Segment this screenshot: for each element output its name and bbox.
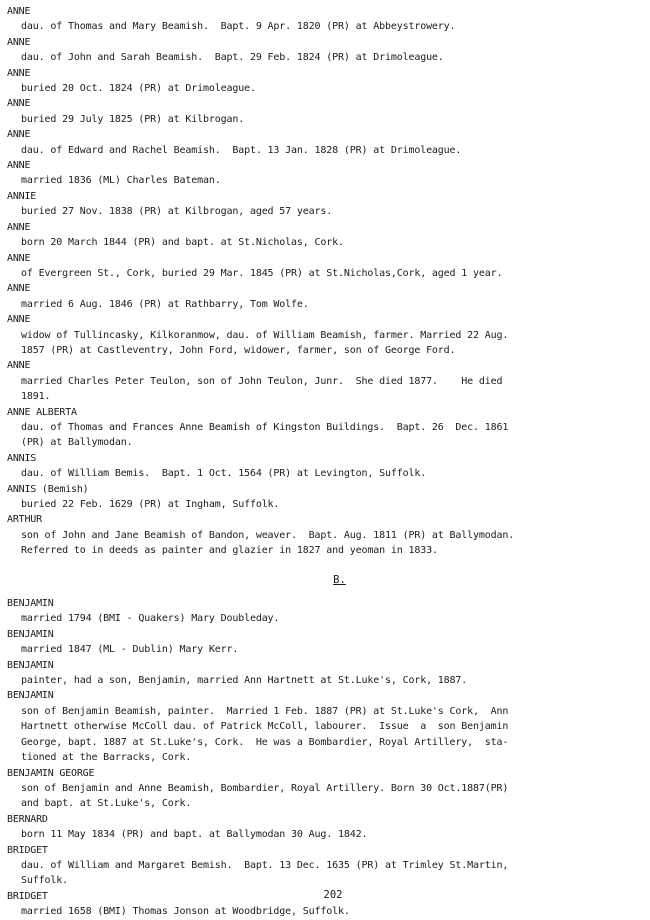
entry-name: BENJAMIN xyxy=(7,598,54,610)
entry-line: married 6 Aug. 1846 (PR) at Rathbarry, Tom Wolfe. xyxy=(21,298,309,310)
entry-name: BRIDGET xyxy=(7,844,48,856)
genealogy-entry xyxy=(7,688,640,765)
genealogy-entry xyxy=(7,766,640,812)
entry-line: tioned at the Barracks, Cork. xyxy=(21,752,192,764)
entry-line: buried 22 Feb. 1629 (PR) at Ingham, Suffolk. xyxy=(21,499,280,510)
genealogy-entry xyxy=(7,658,640,689)
entry-name: ANNE xyxy=(7,129,31,141)
entry-name: ANNE xyxy=(7,36,31,48)
entry-line: born 11 May 1834 (PR) and bapt. at Ballymodan 30 Aug. 1842. xyxy=(21,829,368,841)
entry-line: married 1836 (ML) Charles Bateman. xyxy=(21,175,221,187)
genealogy-entry xyxy=(7,127,640,158)
entry-line: son of John and Jane Beamish of Bandon, weaver. Bapt. Aug. 1811 (PR) at Ballymodan. xyxy=(21,529,515,541)
genealogy-entry xyxy=(7,96,640,127)
section-heading-b: B. xyxy=(333,573,346,586)
genealogy-entry xyxy=(7,4,640,35)
entry-line: married 1847 (ML - Dublin) Mary Kerr. xyxy=(21,644,239,656)
entry-name: ANNE xyxy=(7,360,31,372)
entry-line: born 20 March 1844 (PR) and bapt. at St.Nicholas, Cork. xyxy=(21,237,344,249)
genealogy-entry xyxy=(7,189,640,220)
entry-name: ANNIS (Bemish) xyxy=(7,483,89,495)
entry-line: widow of Tullincasky, Kilkoranmow, dau. of William Beamish, farmer. Married 22 Aug. xyxy=(21,329,509,341)
genealogy-entry xyxy=(7,482,640,513)
genealogy-entry xyxy=(7,35,640,66)
entry-line: of Evergreen St., Cork, buried 29 Mar. 1845 (PR) at St.Nicholas,Cork, aged 1 year. xyxy=(21,267,503,279)
entry-line: and bapt. at St.Luke's, Cork. xyxy=(21,798,192,810)
entry-line: dau. of William Bemis. Bapt. 1 Oct. 1564 (PR) at Levington, Suffolk. xyxy=(21,468,427,480)
entry-name: BERNARD xyxy=(7,813,48,825)
entry-name: BENJAMIN xyxy=(7,628,54,640)
entry-name: ANNE xyxy=(7,283,31,295)
genealogy-entry xyxy=(7,627,640,658)
entry-line: George, bapt. 1887 at St.Luke's, Cork. He was a Bombardier, Royal Artillery, sta- xyxy=(21,736,509,748)
entry-line: buried 20 Oct. 1824 (PR) at Drimoleague. xyxy=(21,83,256,95)
genealogy-entry xyxy=(7,843,640,889)
entry-line: Referred to in deeds as painter and glazier in 1827 and yeoman in 1833. xyxy=(21,545,438,557)
entries-a xyxy=(7,4,640,559)
entry-line: buried 27 Nov. 1838 (PR) at Kilbrogan, aged 57 years. xyxy=(21,206,333,218)
entry-name: ANNE xyxy=(7,160,31,172)
entry-name: ANNIS xyxy=(7,452,37,464)
entry-name: ANNE xyxy=(7,252,31,264)
genealogy-entry xyxy=(7,358,640,404)
genealogy-entry xyxy=(7,512,640,558)
entry-line: painter, had a son, Benjamin, married Ann Hartnett at St.Luke's, Cork, 1887. xyxy=(21,675,468,687)
entry-name: BRIDGET xyxy=(7,890,48,902)
entry-line: (PR) at Ballymodan. xyxy=(21,437,133,449)
entry-line: son of Benjamin Beamish, painter. Married 1 Feb. 1887 (PR) at St.Luke's Cork, Ann xyxy=(21,705,509,717)
entry-name: ANNIE xyxy=(7,190,37,202)
entry-line: buried 29 July 1825 (PR) at Kilbrogan. xyxy=(21,113,245,125)
entry-name: ANNE xyxy=(7,98,31,110)
page-number: 202 xyxy=(323,889,343,901)
entry-line: dau. of Edward and Rachel Beamish. Bapt. 13 Jan. 1828 (PR) at Drimoleague. xyxy=(21,144,462,156)
entry-line: married 1794 (BMI - Quakers) Mary Doubleday. xyxy=(21,613,280,625)
genealogy-entry xyxy=(7,312,640,358)
entry-name: BENJAMIN xyxy=(7,690,54,702)
entry-name: ANNE ALBERTA xyxy=(7,406,77,418)
genealogy-entry xyxy=(7,251,640,282)
entry-name: ANNE xyxy=(7,6,31,17)
entry-line: married Charles Peter Teulon, son of John Teulon, Junr. She died 1877. He died xyxy=(21,375,503,387)
genealogy-entry xyxy=(7,812,640,843)
entry-line: son of Benjamin and Anne Beamish, Bombardier, Royal Artillery. Born 30 Oct.1887(PR) xyxy=(21,782,509,794)
genealogy-entry xyxy=(7,451,640,482)
entry-line: married 1658 (BMI) Thomas Jonson at Woodbridge, Suffolk. xyxy=(21,906,350,918)
genealogy-entry xyxy=(7,596,640,627)
entry-name: ANNE xyxy=(7,221,31,233)
genealogy-entry xyxy=(7,158,640,189)
genealogy-entry xyxy=(7,405,640,451)
entry-name: BENJAMIN xyxy=(7,659,54,671)
entries-b xyxy=(7,596,640,920)
entry-name: ARTHUR xyxy=(7,514,42,526)
entry-name: ANNE xyxy=(7,67,31,79)
entry-line: Suffolk. xyxy=(21,875,68,887)
genealogy-entry xyxy=(7,66,640,97)
entry-line: 1857 (PR) at Castleventry, John Ford, widower, farmer, son of George Ford. xyxy=(21,344,456,356)
entry-name: ANNE xyxy=(7,314,31,326)
entry-line: Hartnett otherwise McColl dau. of Patrick McColl, labourer. Issue a son Benjamin xyxy=(21,721,509,733)
entry-name: BENJAMIN GEORGE xyxy=(7,767,95,779)
entry-line: 1891. xyxy=(21,391,51,403)
entry-line: dau. of Thomas and Mary Beamish. Bapt. 9 Apr. 1820 (PR) at Abbeystrowery. xyxy=(21,21,456,33)
entry-line: dau. of Thomas and Frances Anne Beamish of Kingston Buildings. Bapt. 26 Dec. 1861 xyxy=(21,421,509,433)
genealogy-entry xyxy=(7,281,640,312)
entry-line: dau. of John and Sarah Beamish. Bapt. 29 Feb. 1824 (PR) at Drimoleague. xyxy=(21,52,444,64)
genealogy-entry xyxy=(7,220,640,251)
entry-line: dau. of William and Margaret Bemish. Bapt. 13 Dec. 1635 (PR) at Trimley St.Martin, xyxy=(21,859,509,871)
